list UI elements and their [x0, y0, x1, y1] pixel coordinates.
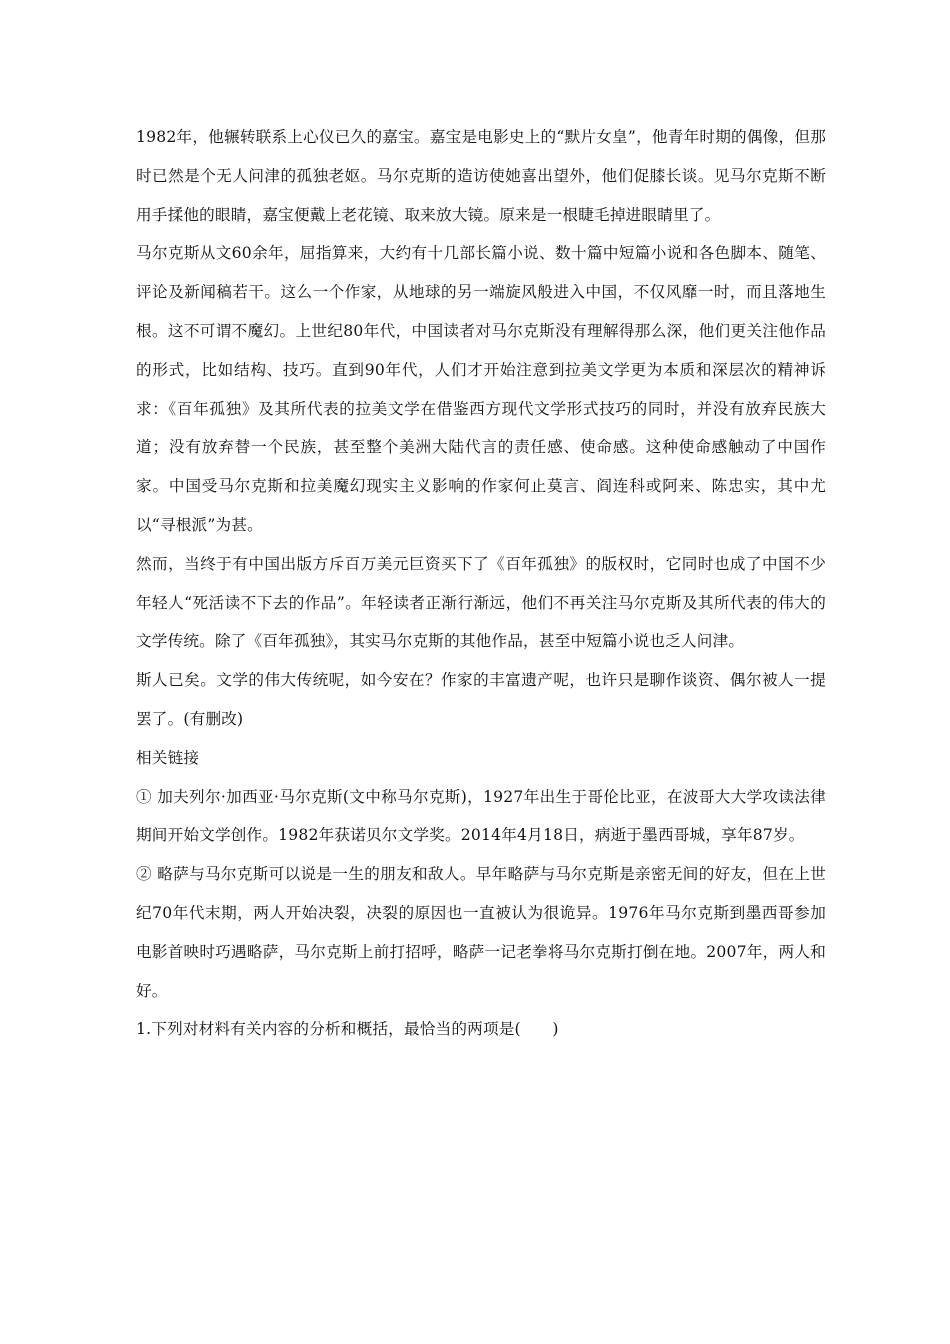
paragraph-legacy: 斯人已矣。文学的伟大传统呢，如今安在？作家的丰富遗产呢，也许只是聊作谈资、偶尔被人一提罢了。(有删改)	[136, 671, 826, 728]
paragraph-influence-in-china: 马尔克斯从文60余年，屈指算来，大约有十几部长篇小说、数十篇中短篇小说和各色脚本、随笔、评论及新闻稿若干。这么一个作家，从地球的另一端旋风般进入中国，不仅风靡一时，而且落地生根。这不可谓不魔幻。上世纪80年代，中国读者对马尔克斯没有理解得那么深，他们更关注他作品的形式，比如结构、技巧。直到90年代，人们才开始注意到拉美文学更为本质和深层次的精神诉求：《百年孤独》及其所代表的拉美文学在借鉴西方现代文学形式技巧的同时，并没有放弃民族大道；没有放弃替一个民族，甚至整个美洲大陆代言的责任感、使命感。这种使命感触动了中国作家。中国受马尔克斯和拉美魔幻现实主义影响的作家何止莫言、阎连科或阿来、陈忠实，其中尤以“寻根派”为甚。	[136, 244, 826, 534]
paragraph-young-readers: 然而，当终于有中国出版方斥百万美元巨资买下了《百年孤独》的版权时，它同时也成了中国不少年轻人“死活读不下去的作品”。年轻读者正渐行渐远，他们不再关注马尔克斯及其所代表的伟大的文学传统。除了《百年孤独》，其实马尔克斯的其他作品，甚至中短篇小说也乏人问津。	[136, 554, 826, 651]
article-body	[136, 118, 826, 1049]
related-links-heading: 相关链接	[136, 748, 200, 767]
related-link-1: ① 加夫列尔·加西亚·马尔克斯(文中称马尔克斯)，1927年出生于哥伦比亚，在波哥大大学攻读法律期间开始文学创作。1982年获诺贝尔文学奖。2014年4月18日，病逝于墨西哥城，享年87岁。	[136, 787, 826, 845]
question-1: 1.下列对材料有关内容的分析和概括，最恰当的两项是( )	[136, 1020, 559, 1039]
related-link-2: ② 略萨与马尔克斯可以说是一生的朋友和敌人。早年略萨与马尔克斯是亲密无间的好友，但在上世纪70年代末期，两人开始决裂，决裂的原因也一直被认为很诡异。1976年马尔克斯到墨西哥参加电影首映时巧遇略萨，马尔克斯上前打招呼，略萨一记老拳将马尔克斯打倒在地。2007年，两人和好。	[136, 865, 826, 1000]
paragraph-garbo-visit: 1982年，他辗转联系上心仪已久的嘉宝。嘉宝是电影史上的“默片女皇”，他青年时期的偶像，但那时已然是个无人问津的孤独老妪。马尔克斯的造访使她喜出望外，他们促膝长谈。见马尔克斯不断用手揉他的眼睛，嘉宝便戴上老花镜、取来放大镜。原来是一根睫毛掉进眼睛里了。	[136, 128, 826, 224]
